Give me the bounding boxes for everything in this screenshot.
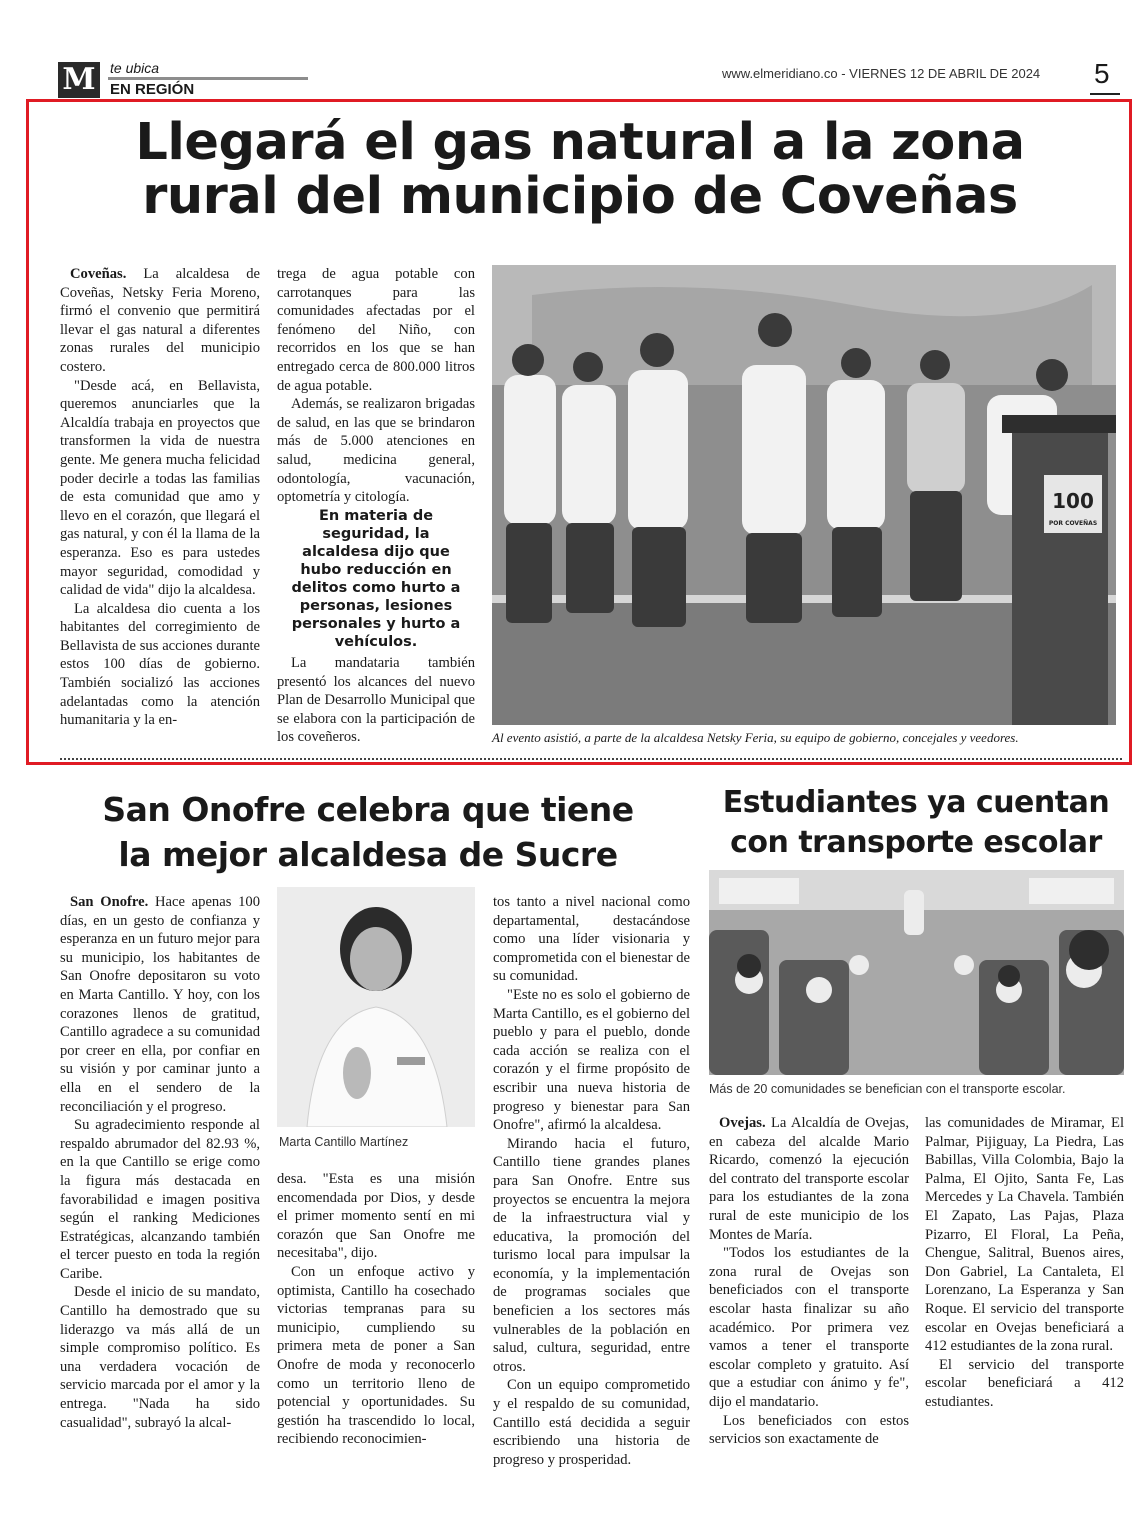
paragraph: Su agradecimiento responde al respaldo abrumador del 82.93 %, en la que Cantillo se erige como la figura más destacada en favorabilidad e imagen positiva según el ranking Mediciones Estratégicas, alcanzando también el tercer puesto en toda la región Caribe. xyxy=(60,1117,260,1282)
paragraph: las comunidades de Miramar, El Palmar, Pijiguay, La Piedra, Las Babillas, Villa Colombia, Bajo la Palma, El Ojito, Santa Fe, Las Mercedes y La Chavela. También El Zapato, Las Pajas, Plaza Pizarro, El Floral, La Peña, Chengue, Salitral, Buenos aires, Don Gabriel, La Cantaleta, El Lorenzano, La Esperanza y San Roque. El servicio del transporte escolar en Ovejas beneficiará a 412 estudiantes de la zona rural. xyxy=(925,1115,1124,1355)
paragraph: Además, se realizaron brigadas de salud, en las que se brindaron más de 5.000 atenciones en salud, medicina general, odontología, vacunación, optometría y citología. xyxy=(277,396,475,506)
main-headline-line1: Llegará el gas natural a la zona xyxy=(135,113,1025,172)
portrait-caption: Marta Cantillo Martínez xyxy=(279,1135,409,1149)
paragraph: trega de agua potable con carrotanques para las comunidades afectadas por el fenómeno del Niño, con recorridos en los que se han entregado cerca de 800.000 litros de agua potable. xyxy=(277,266,475,394)
podium-sign-label: POR COVEÑAS xyxy=(1048,520,1098,527)
bus-photo-illustration xyxy=(709,870,1124,1075)
portrait-illustration xyxy=(277,887,475,1127)
page-number-underline xyxy=(1090,93,1120,95)
paragraph: Con un enfoque activo y optimista, Cantillo ha cosechado victorias tempranas para su municipio, cumpliendo su primera meta de poner a San Onofre de moda y reconocerlo como un territorio lleno de potencial y oportunidades. Su gestión ha trascendido lo local, recibiendo reconocimien- xyxy=(277,1263,475,1448)
main-column-2-bottom xyxy=(277,654,475,747)
sanonofre-column-2 xyxy=(277,1170,475,1449)
section-tagline: te ubica xyxy=(110,60,160,76)
sanonofre-column-3 xyxy=(493,893,690,1469)
page-dateline: www.elmeridiano.co - VIERNES 12 DE ABRIL DE 2024 xyxy=(722,66,1041,81)
paragraph: "Desde acá, en Bellavista, queremos anunciarles que la Alcaldía trabaja en proyectos que transformen la vida de nuestra gente. Me genera mucha felicidad poder decirle a todas las familias de esta comunidad que amo y llevo en el corazón, que llegará el gas natural, y con él la llama de la esperanza. Eso es para ustedes mayor seguridad, comodidad y calidad de vida" dijo la alcaldesa. xyxy=(60,377,260,599)
story-dateline: Ovejas. xyxy=(719,1115,766,1131)
ovejas-headline xyxy=(704,783,1128,863)
paragraph: La alcaldesa dio cuenta a los habitantes del corregimiento de Bellavista de sus acciones durante estos 100 días de gobierno. También socializó las acciones adelantadas como la atención humanitaria y la en- xyxy=(60,600,260,729)
bus-photo xyxy=(709,870,1124,1075)
sanonofre-column-1 xyxy=(60,893,260,1432)
bus-photo-caption: Más de 20 comunidades se benefician con el transporte escolar. xyxy=(709,1082,1066,1096)
paragraph: El servicio del transporte escolar beneficiará a 412 estudiantes. xyxy=(925,1356,1124,1410)
paragraph: tos tanto a nivel nacional como departamental, destacándose como una líder visionaria y comprometida con el bienestar de su comunidad. xyxy=(493,894,690,985)
page-number: 5 xyxy=(1094,58,1110,89)
ovejas-headline-line2: con transporte escolar xyxy=(730,825,1102,860)
section-rule xyxy=(108,77,308,80)
event-photo xyxy=(492,265,1116,725)
event-photo-illustration xyxy=(492,265,1116,725)
main-column-2 xyxy=(277,265,475,507)
story-dateline: San Onofre. xyxy=(70,894,149,910)
newspaper-logo: M xyxy=(58,62,100,98)
section-name: EN REGIÓN xyxy=(110,81,195,98)
event-photo-caption: Al evento asistió, a parte de la alcaldesa Netsky Feria, su equipo de gobierno, concejales y veedores. xyxy=(492,730,1019,745)
main-headline xyxy=(40,113,1120,226)
story-dateline: Coveñas. xyxy=(70,266,127,282)
sanonofre-headline xyxy=(46,787,690,877)
sanonofre-headline-line2: la mejor alcaldesa de Sucre xyxy=(118,835,618,874)
podium-sign-number: 100 xyxy=(1052,489,1094,513)
paragraph: La mandataria también presentó los alcances del nuevo Plan de Desarrollo Municipal que se elabora con la participación de los coveñeros. xyxy=(277,655,475,746)
sanonofre-headline-line1: San Onofre celebra que tiene xyxy=(102,790,634,829)
pull-quote: En materia de seguridad, la alcaldesa dijo que hubo reducción en delitos como hurto a personas, lesiones personales y hurto a vehículos. xyxy=(291,508,461,650)
paragraph: Los beneficiados con estos servicios son exactamente de xyxy=(709,1412,909,1448)
main-column-1 xyxy=(60,265,260,730)
paragraph: Desde el inicio de su mandato, Cantillo ha demostrado que su liderazgo va más allá de un simple compromiso político. Es una verdadera vocación de servicio marcada por el amor y la entrega. "Nada ha sido casualidad", subrayó la alcal- xyxy=(60,1284,260,1431)
section-separator xyxy=(60,758,1122,760)
ovejas-headline-line1: Estudiantes ya cuentan xyxy=(722,785,1110,820)
paragraph: desa. "Esta es una misión encomendada por Dios, y desde el primer momento sentí en mi corazón que San Onofre me necesitaba", dijo. xyxy=(277,1171,475,1262)
paragraph: "Todos los estudiantes de la zona rural de Ovejas son beneficiados con el transporte escolar hasta finalizar su año académico. Por primera vez vamos a tener el transporte escolar completo y gratuito. Así que a estudiar con ánimo y fe", dijo el mandatario. xyxy=(709,1245,909,1410)
paragraph: Mirando hacia el futuro, Cantillo tiene grandes planes para San Onofre. Entre sus proyectos se encuentra la mejora de la infraestructura vial y educativa, la promoción del turismo local para impulsar la economía, y la implementación de programas sociales que beneficien a los sectores más vulnerables de la población en salud, cultura, seguridad, entre otros. xyxy=(493,1135,690,1375)
paragraph: Coveñas. La alcaldesa de Coveñas, Netsky Feria Moreno, firmó el convenio que permitirá llevar el gas natural a diferentes zonas rurales del municipio costero. xyxy=(60,266,260,375)
ovejas-column-2 xyxy=(925,1114,1124,1412)
portrait-photo xyxy=(277,887,475,1127)
main-headline-line2: rural del municipio de Coveñas xyxy=(142,166,1018,226)
ovejas-column-1 xyxy=(709,1114,909,1449)
paragraph: Con un equipo comprometido y el respaldo de su comunidad, Cantillo está decidida a seguir escribiendo una historia de progreso y prosperidad. xyxy=(493,1377,690,1468)
paragraph: "Este no es solo el gobierno de Marta Cantillo, es el gobierno del pueblo y para el pueblo, donde cada acción se realiza con el corazón y el firme propósito de escribir una nueva historia de progreso y bienestar para San Onofre", afirmó la alcaldesa. xyxy=(493,986,690,1134)
paragraph: San Onofre. Hace apenas 100 días, en un gesto de confianza y esperanza en un futuro mejor para su municipio, los habitantes de San Onofre depositaron su voto en Marta Cantillo. Y hoy, con los corazones llenos de gratitud, Cantillo agradece a su comunidad por creer en ella, por confiar en su visión y por caminar junto a ella en el sendero de la reconciliación y el progreso. xyxy=(60,894,260,1115)
paragraph: Ovejas. La Alcaldía de Ovejas, en cabeza del alcalde Mario Ricardo, comenzó la ejecución del contrato del transporte escolar para los estudiantes de la zona rural de este municipio de los Montes de María. xyxy=(709,1115,909,1243)
